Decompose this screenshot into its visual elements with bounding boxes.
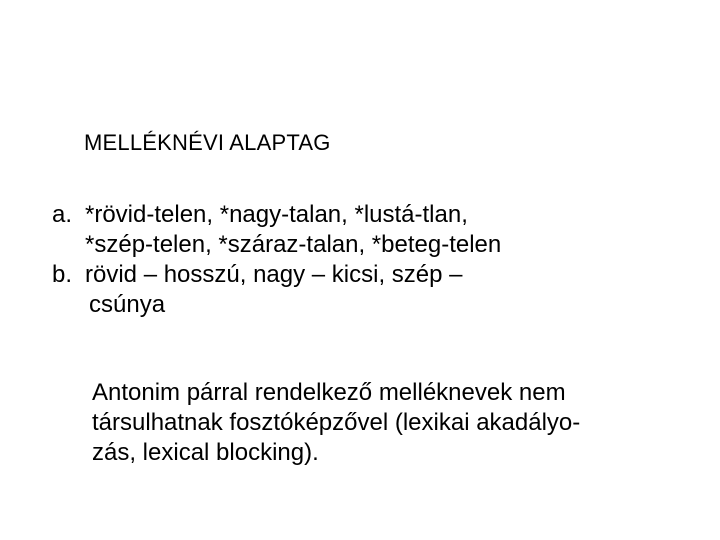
example-list <box>52 200 501 320</box>
explanation-line-3: zás, lexical blocking). <box>92 439 319 466</box>
list-marker-b: b. <box>52 261 73 288</box>
explanation-paragraph <box>92 378 580 468</box>
list-item-a-line-1: *rövid-telen, *nagy-talan, *lustá-tlan, <box>85 201 468 228</box>
slide-title: MELLÉKNÉVI ALAPTAG <box>84 130 331 155</box>
explanation-line-1: Antonim párral rendelkező melléknevek nem <box>92 379 566 406</box>
list-item-b-line-2: csúnya <box>89 291 166 318</box>
explanation-line-2: társulhatnak fosztóképzővel (lexikai akadályo- <box>92 409 581 436</box>
list-item-b-line-1: rövid – hosszú, nagy – kicsi, szép – <box>85 261 463 288</box>
list-item-a <box>52 200 501 260</box>
list-marker-a: a. <box>52 201 73 228</box>
list-item-b <box>52 260 501 320</box>
list-item-a-line-2: *szép-telen, *száraz-talan, *beteg-telen <box>85 231 502 258</box>
